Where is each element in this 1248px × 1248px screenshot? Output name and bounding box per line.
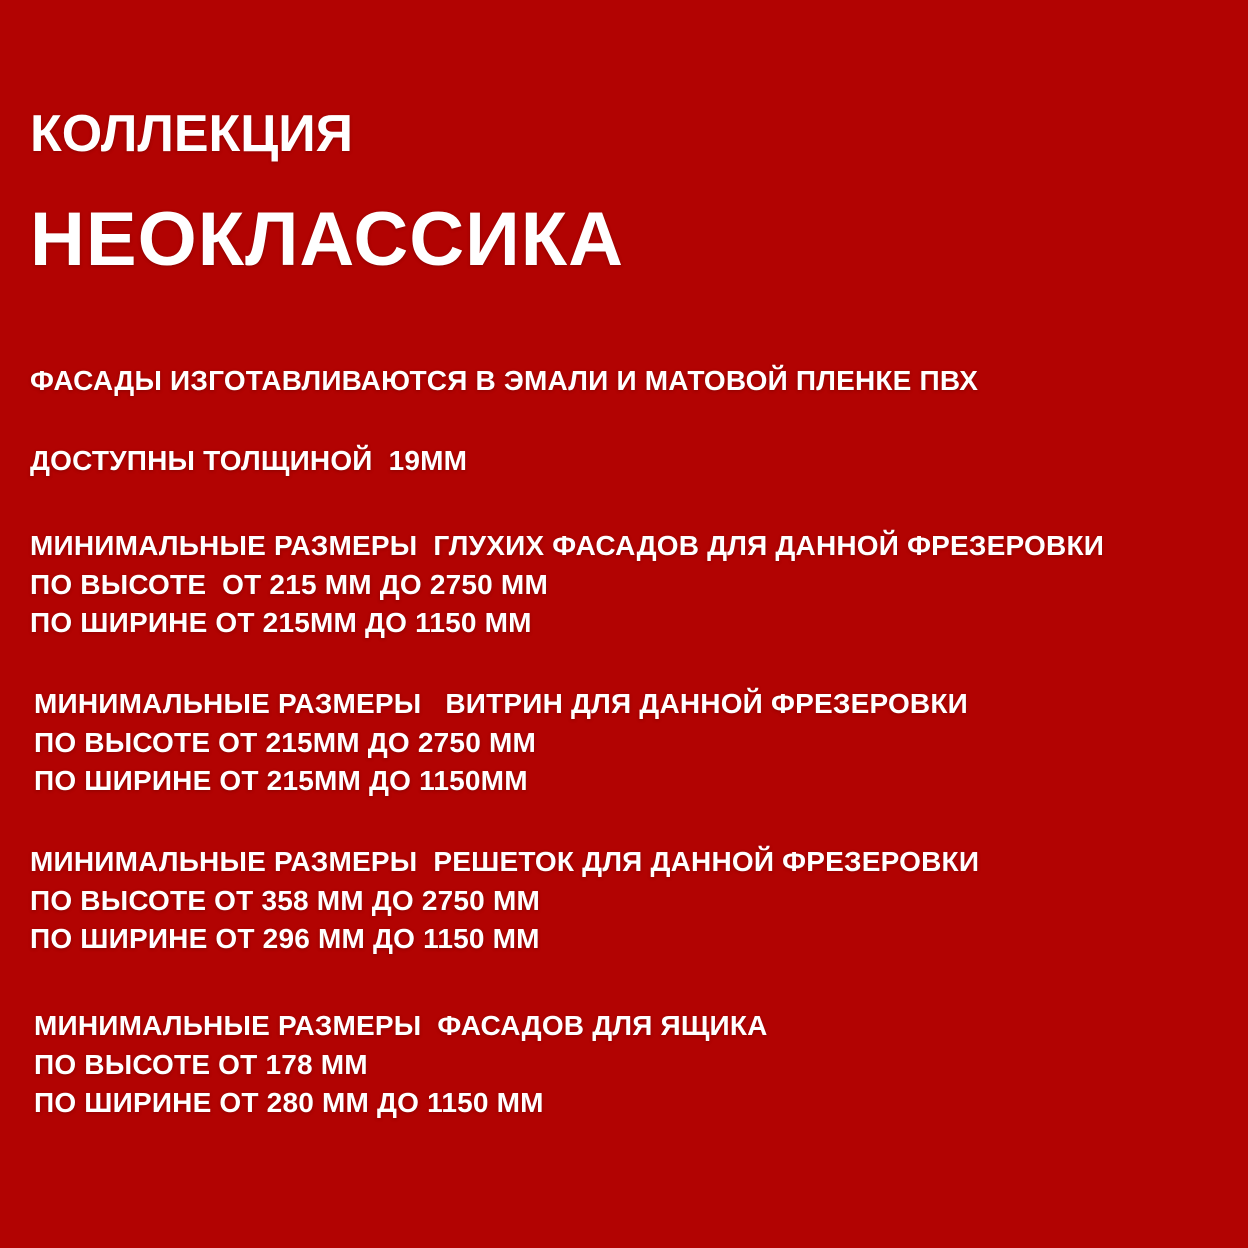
- spec-section-drawer-facades: [34, 1007, 1228, 1123]
- section-width-range: ПО ШИРИНЕ ОТ 280 ММ ДО 1150 ММ: [34, 1087, 544, 1118]
- section-title: МИНИМАЛЬНЫЕ РАЗМЕРЫ РЕШЕТОК ДЛЯ ДАННОЙ ФРЕЗЕРОВКИ: [30, 846, 980, 877]
- section-width-range: ПО ШИРИНЕ ОТ 215ММ ДО 1150ММ: [34, 765, 528, 796]
- spec-section-vitrines: [34, 685, 1228, 801]
- collection-kicker: КОЛЛЕКЦИЯ: [30, 105, 354, 163]
- section-height-range: ПО ВЫСОТЕ ОТ 215 ММ ДО 2750 ММ: [30, 568, 548, 600]
- collection-title: НЕОКЛАССИКА: [30, 197, 625, 282]
- spec-section-blind-facades: [30, 527, 1228, 643]
- section-width-range: ПО ШИРИНЕ ОТ 215ММ ДО 1150 ММ: [30, 607, 532, 638]
- section-height-range: ПО ВЫСОТЕ ОТ 178 ММ: [34, 1048, 368, 1080]
- section-title: МИНИМАЛЬНЫЕ РАЗМЕРЫ ВИТРИН ДЛЯ ДАННОЙ ФРЕЗЕРОВКИ: [34, 688, 968, 719]
- thickness-line: ДОСТУПНЫ ТОЛЩИНОЙ 19ММ: [30, 445, 468, 476]
- section-title: МИНИМАЛЬНЫЕ РАЗМЕРЫ ФАСАДОВ ДЛЯ ЯЩИКА: [34, 1010, 768, 1041]
- spec-section-grilles: [30, 843, 1228, 959]
- section-height-range: ПО ВЫСОТЕ ОТ 358 ММ ДО 2750 ММ: [30, 884, 540, 916]
- materials-line: ФАСАДЫ ИЗГОТАВЛИВАЮТСЯ В ЭМАЛИ И МАТОВОЙ ПЛЕНКЕ ПВХ: [30, 365, 979, 396]
- section-height-range: ПО ВЫСОТЕ ОТ 215ММ ДО 2750 ММ: [34, 726, 537, 758]
- section-width-range: ПО ШИРИНЕ ОТ 296 ММ ДО 1150 ММ: [30, 923, 540, 954]
- section-title: МИНИМАЛЬНЫЕ РАЗМЕРЫ ГЛУХИХ ФАСАДОВ ДЛЯ ДАННОЙ ФРЕЗЕРОВКИ: [30, 530, 1105, 561]
